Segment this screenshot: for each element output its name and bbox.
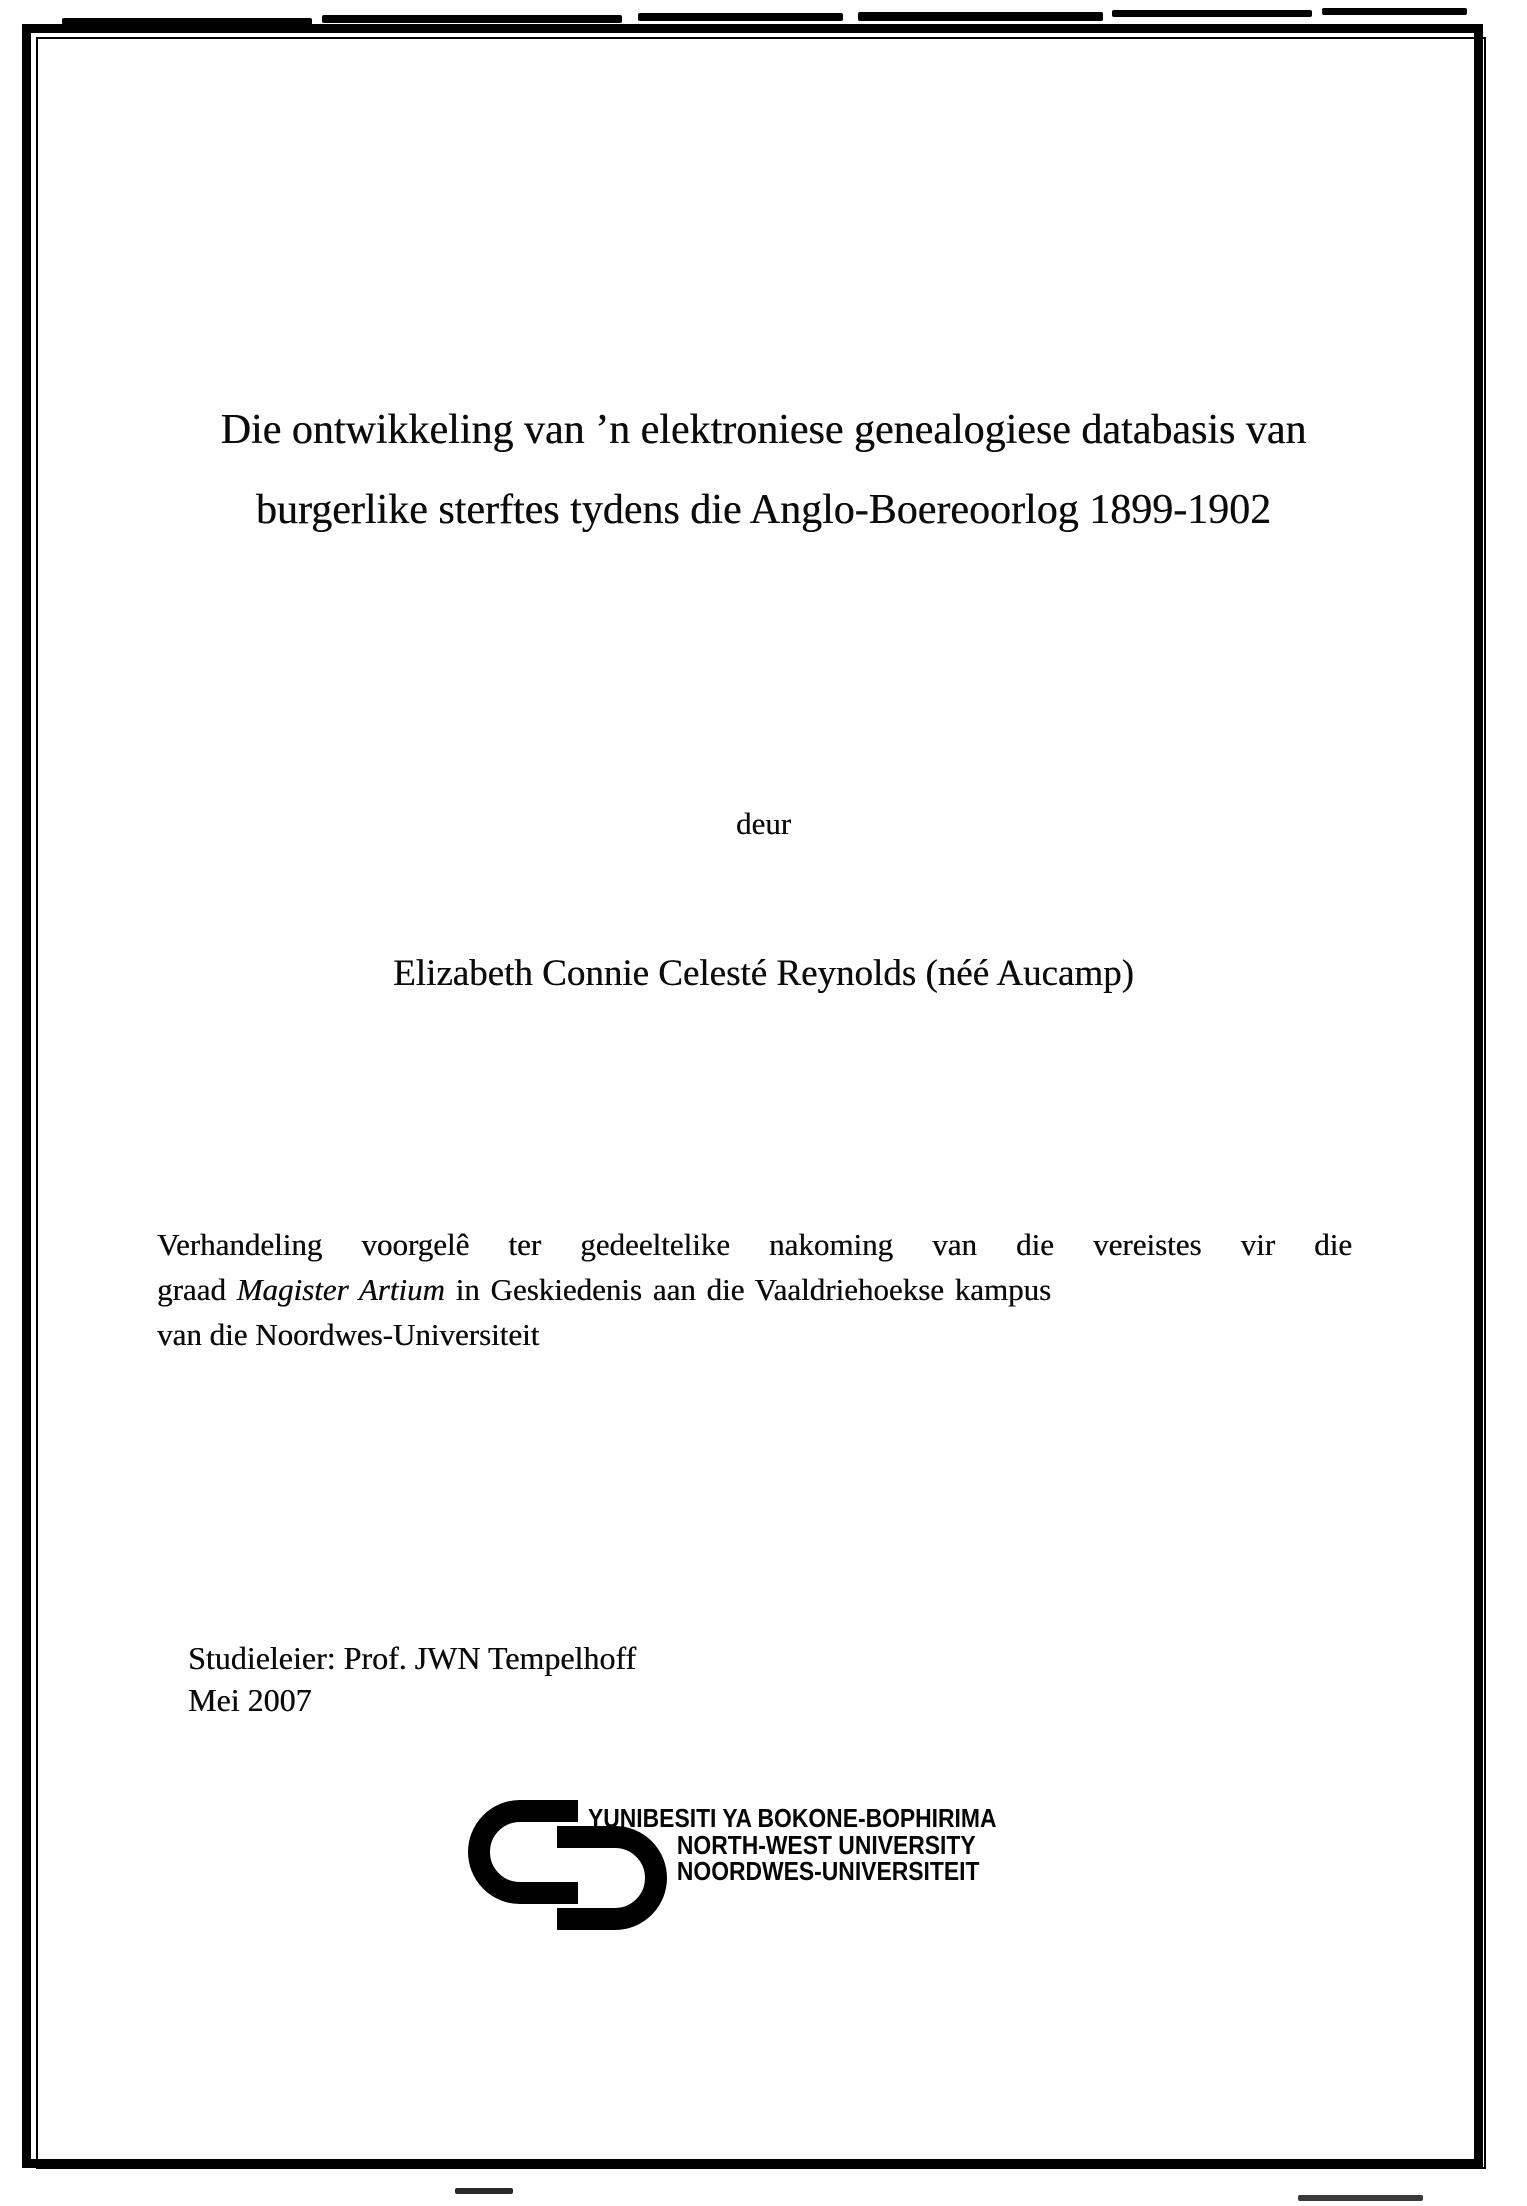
date-line: Mei 2007 (188, 1682, 312, 1718)
supervisor-line: Studieleier: Prof. JWN Tempelhoff (188, 1640, 637, 1676)
statement-line-2 (157, 1267, 1352, 1312)
scan-artifact (1112, 10, 1312, 17)
university-wordmark (588, 1805, 997, 1885)
scan-artifact (858, 12, 1103, 21)
scan-artifact (1298, 2195, 1423, 2201)
scan-artifact (1322, 8, 1467, 15)
thesis-title-line-2: burgerlike sterftes tydens die Anglo-Boereoorlog 1899-1902 (255, 487, 1272, 533)
statement-line-2-post: in Geskiedenis aan die Vaaldriehoekse kampus (444, 1272, 1052, 1307)
statement-line-3: van die Noordwes-Universiteit (157, 1317, 540, 1352)
supervisor-block (188, 1637, 636, 1721)
thesis-title-line-1: Die ontwikkeling van ’n elektroniese genealogiese databasis van (220, 407, 1307, 453)
byline-deur: deur (735, 806, 792, 841)
scan-artifact (455, 2188, 513, 2194)
thesis-title (0, 390, 1527, 550)
author-name: Elizabeth Connie Celesté Reynolds (néé Aucamp) (393, 953, 1134, 994)
university-name-english: NORTH-WEST UNIVERSITY (676, 1829, 976, 1860)
university-name-setswana: YUNIBESITI YA BOKONE-BOPHIRIMA (588, 1803, 997, 1833)
university-name-afrikaans: NOORDWES-UNIVERSITEIT (676, 1856, 980, 1886)
statement-line-2-pre: graad (157, 1272, 237, 1307)
submission-statement (157, 1222, 1352, 1357)
statement-line-1: Verhandeling voorgelê ter gedeeltelike nakoming van die vereistes vir die (157, 1227, 1352, 1262)
scan-artifact (638, 13, 843, 21)
degree-name-italic: Magister Artium (236, 1272, 445, 1307)
scan-artifact (322, 15, 622, 23)
